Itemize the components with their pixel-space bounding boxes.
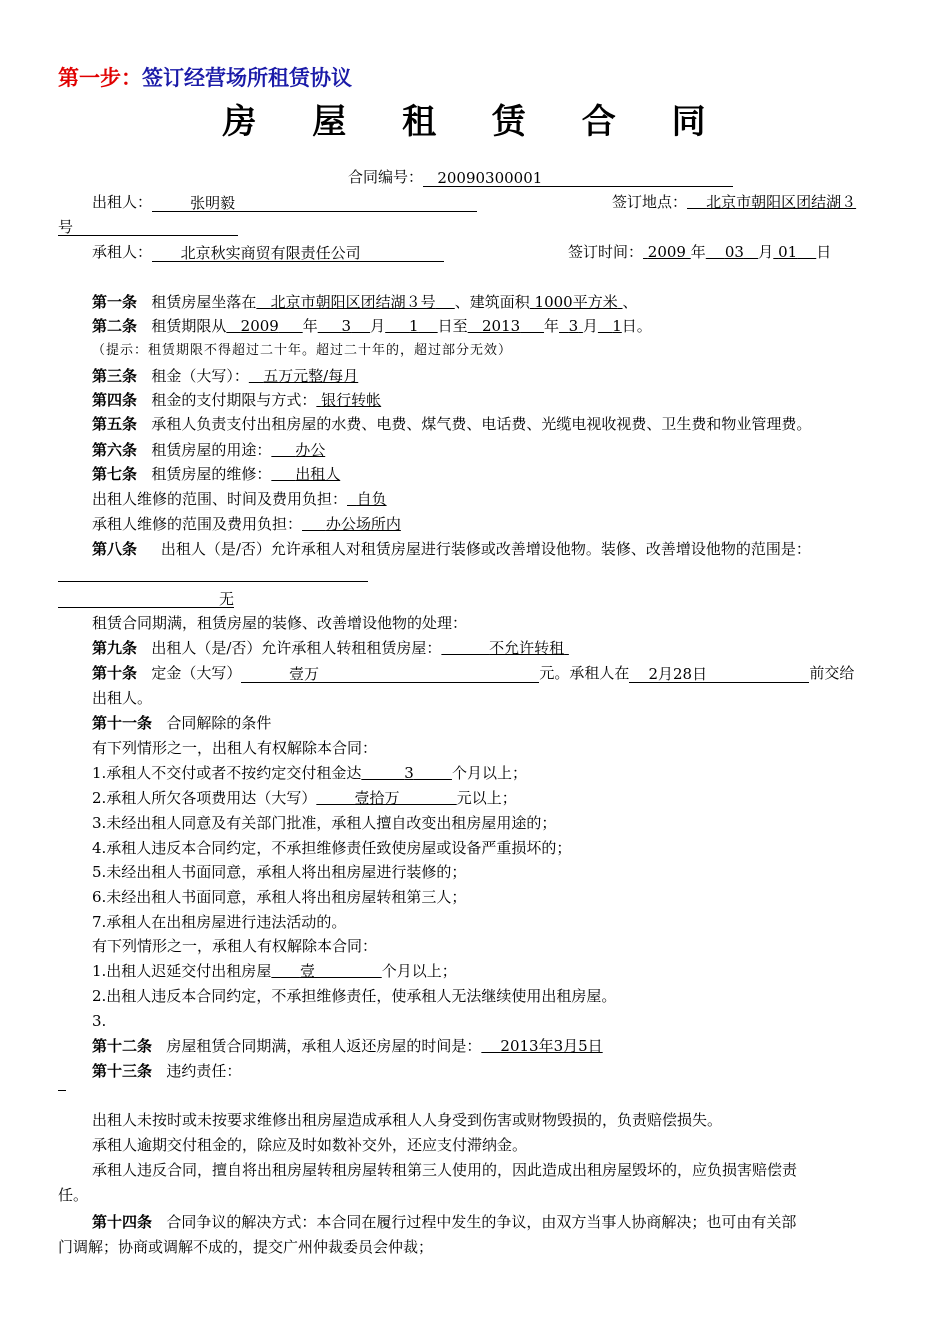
lessor-field [152,193,477,212]
contract-number-line [348,167,950,187]
lease-start-month: 3 [341,317,352,335]
article-3: 第三条 租金（大写）： 五万元整/每月 [92,367,359,385]
sublet-permission: 不允许转租 [489,639,565,657]
condition-3: 3.未经出租人同意及有关部门批准，承租人擅自改变出租房屋用途的； [92,814,557,832]
article-4: 第四条 租金的支付期限与方式： 银行转帐 [92,391,382,409]
article-14: 第十四条 合同争议的解决方式：本合同在履行过程中发生的争议，由双方当事人协商解决；也可由有关部 [92,1213,797,1231]
step-heading [58,62,352,92]
article-12: 第十二条 房屋租赁合同期满，承租人返还房屋的时间是： 2013年3月5日 [92,1037,603,1055]
sign-place-label: 签订地点： [612,193,688,211]
sign-time-line: 签订时间： 2009 年 03 月 01 日 [568,243,832,261]
condition-6: 6.未经出租人书面同意，承租人将出租房屋转租第三人； [92,888,467,906]
deposit-date: 2月28日 [629,664,809,683]
sign-place-cont-value: 号 [58,218,74,236]
sign-day: 01 [778,243,798,261]
overdue-months: 3 [404,764,414,782]
property-use: 办公 [295,441,326,459]
sign-time-label: 签订时间： [568,243,644,261]
liability-1: 出租人未按时或未按要求维修出租房屋造成承租人人身受到伤害或财物毁损的，负责赔偿损失。 [92,1111,723,1129]
building-area: 1000平方米 [534,293,618,311]
lessee-condition-3: 3. [92,1012,107,1030]
liability-3-cont: 任。 [58,1186,89,1204]
article-8-blank-line [58,581,368,582]
condition-5: 5.未经出租人书面同意，承租人将出租房屋进行装修的； [92,863,467,881]
step-text: 签订经营场所租赁协议 [142,66,352,90]
lessee-field [152,243,444,262]
payment-method: 银行转帐 [321,391,382,409]
lease-hint: （提示：租赁期限不得超过二十年。超过二十年的，超过部分无效） [92,343,513,358]
repair-party: 出租人 [295,465,341,483]
return-date: 2013年3月5日 [500,1037,603,1055]
lessee-termination-intro: 有下列情形之一，承租人有权解除本合同： [92,937,378,955]
deposit-amount: 壹万 [241,664,539,683]
article-5: 第五条 承租人负责支付出租房屋的水费、电费、煤气费、电话费、光缆电视收视费、卫生费和物业管理费。 [92,415,812,433]
lessee-condition-1: 1.出租人迟延交付出租房屋 壹 个月以上； [92,962,457,980]
contract-title: 房 屋 租 赁 合 同 [222,102,728,142]
renovation-scope: 无 [58,589,234,608]
delivery-delay: 壹 [299,962,315,980]
sign-year: 2009 [647,243,686,261]
article-9: 第九条 出租人（是/否）允许承租人转租租赁房屋： 不允许转租 [92,638,950,658]
contract-number-value: 20090300001 [437,169,543,187]
article-13: 第十三条 违约责任： [92,1062,242,1080]
lease-start-year: 2009 [240,317,279,335]
rent-amount: 五万元整/每月 [263,367,359,385]
article-8: 第八条 出租人（是/否）允许承租人对租赁房屋进行装修或改善增设他物。装修、改善增设他物的范围是： [92,540,811,558]
contract-number-label: 合同编号： [348,168,424,186]
condition-1: 1.承租人不交付或者不按约定交付租金达 3 个月以上； [92,764,527,782]
lessee-repair: 承租人维修的范围及费用负担： 办公场所内 [92,515,401,533]
condition-4: 4.承租人违反本合同约定，不承担维修责任致使房屋或设备严重损坏的； [92,839,572,857]
liability-3: 承租人违反合同，擅自将出租房屋转租房屋转租第三人使用的，因此造成出租房屋毁坏的，应负损害赔偿责 [92,1161,798,1179]
article-8-expiry: 租赁合同期满，租赁房屋的装修、改善增设他物的处理： [92,614,468,632]
article-8-value-line [58,588,950,608]
lease-end-year: 2013 [481,317,521,335]
lease-end-day: 1 [612,317,622,335]
step-label: 第一步： [58,66,142,90]
property-location: 北京市朝阳区团结湖３号 [270,293,436,311]
lessor-repair: 出租人维修的范围、时间及费用负担： 自负 [92,490,387,508]
dash-mark [58,1090,66,1091]
article-10-cont: 出租人。 [92,689,153,707]
lessee-label: 承租人： [92,243,153,261]
article-2: 第二条 租赁期限从 2009 年 3 月 1 日至 2013 年 3 月 1日。 [92,317,652,335]
article-14-cont: 门调解；协商或调解不成的，提交广州仲裁委员会仲裁； [58,1238,434,1256]
sign-place-line [612,192,950,212]
article-7: 第七条 租赁房屋的维修： 出租人 [92,465,341,483]
lease-start-day: 1 [409,317,419,335]
article-11: 第十一条 合同解除的条件 [92,714,272,732]
liability-2: 承租人逾期交付租金的，除应及时如数补交外，还应支付滞纳金。 [92,1136,528,1154]
lessor-label: 出租人： [92,193,153,211]
article-1: 第一条 租赁房屋坐落在 北京市朝阳区团结湖３号 、建筑面积 1000平方米 、 [92,293,638,311]
lessee-value: 北京秋实商贸有限责任公司 [180,244,361,262]
contract-number-field [423,168,733,187]
lessor-termination-intro: 有下列情形之一，出租人有权解除本合同： [92,739,378,757]
sign-place-cont [58,216,950,236]
condition-2: 2.承租人所欠各项费用达（大写） 壹拾万 元以上； [92,789,517,807]
overdue-fees: 壹拾万 [354,789,400,807]
lessee-condition-2: 2.出租人违反本合同约定，不承担维修责任，使承租人无法继续使用出租房屋。 [92,987,617,1005]
lease-end-month: 3 [568,317,579,335]
article-6: 第六条 租赁房屋的用途： 办公 [92,441,326,459]
sign-month: 03 [724,243,744,261]
article-10: 第十条 定金（大写） 壹万 元。承租人在 2月28日 前交给 [92,664,855,683]
sign-place-value: 北京市朝阳区团结湖３ [706,193,857,211]
lessor-value: 张明毅 [190,194,236,212]
condition-7: 7.承租人在出租房屋进行违法活动的。 [92,913,347,931]
